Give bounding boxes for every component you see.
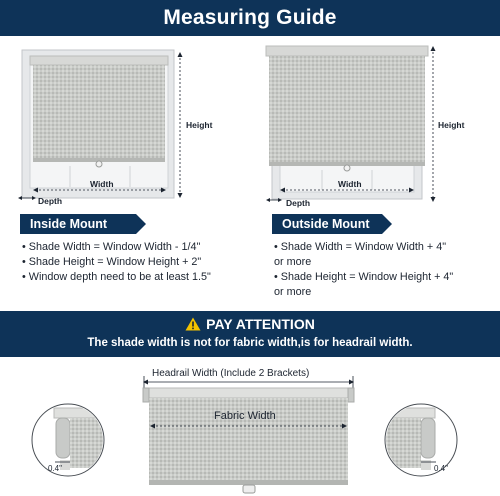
outside-mount-tag: Outside Mount	[272, 214, 382, 234]
title-banner	[0, 0, 500, 36]
outside-rules-list	[274, 240, 498, 300]
outside-mount-illustration	[252, 40, 500, 210]
left-gap-label: 0.4"	[48, 464, 62, 473]
outside-rule-1-cont: or more	[274, 256, 312, 268]
inside-rule-3: • Window depth need to be at least 1.5"	[22, 271, 211, 283]
outside-height-label: Height	[438, 120, 465, 130]
attention-text: The shade width is not for fabric width,is for headrail width.	[87, 337, 413, 349]
inside-width-label: Width	[90, 179, 114, 189]
warning-icon	[185, 317, 201, 331]
fabric-width-label: Fabric Width	[214, 410, 276, 422]
outside-width-label: Width	[338, 179, 362, 189]
attention-banner	[0, 311, 500, 357]
inside-window-graphic	[0, 40, 250, 210]
attention-heading: PAY ATTENTION	[206, 316, 315, 332]
outside-rule-2-cont: or more	[274, 286, 312, 298]
outside-depth-label: Depth	[286, 198, 311, 208]
attention-heading-row	[0, 315, 500, 333]
headrail-diagram	[0, 360, 500, 496]
inside-depth-label: Depth	[38, 196, 63, 206]
inside-rule-2: • Shade Height = Window Height + 2"	[22, 256, 202, 268]
headrail-graphic	[0, 360, 500, 496]
right-gap-label: 0.4"	[434, 464, 448, 473]
page-title: Measuring Guide	[163, 6, 337, 29]
inside-rules-list	[22, 240, 250, 285]
headrail-width-label: Headrail Width (Include 2 Brackets)	[152, 368, 310, 379]
inside-mount-tag: Inside Mount	[20, 214, 136, 234]
outside-rule-1: • Shade Width = Window Width + 4"	[274, 241, 447, 253]
outside-rule-2: • Shade Height = Window Height + 4"	[274, 271, 454, 283]
inside-height-label: Height	[186, 120, 213, 130]
inside-rule-1: • Shade Width = Window Width - 1/4"	[22, 241, 201, 253]
inside-mount-illustration	[0, 40, 250, 210]
